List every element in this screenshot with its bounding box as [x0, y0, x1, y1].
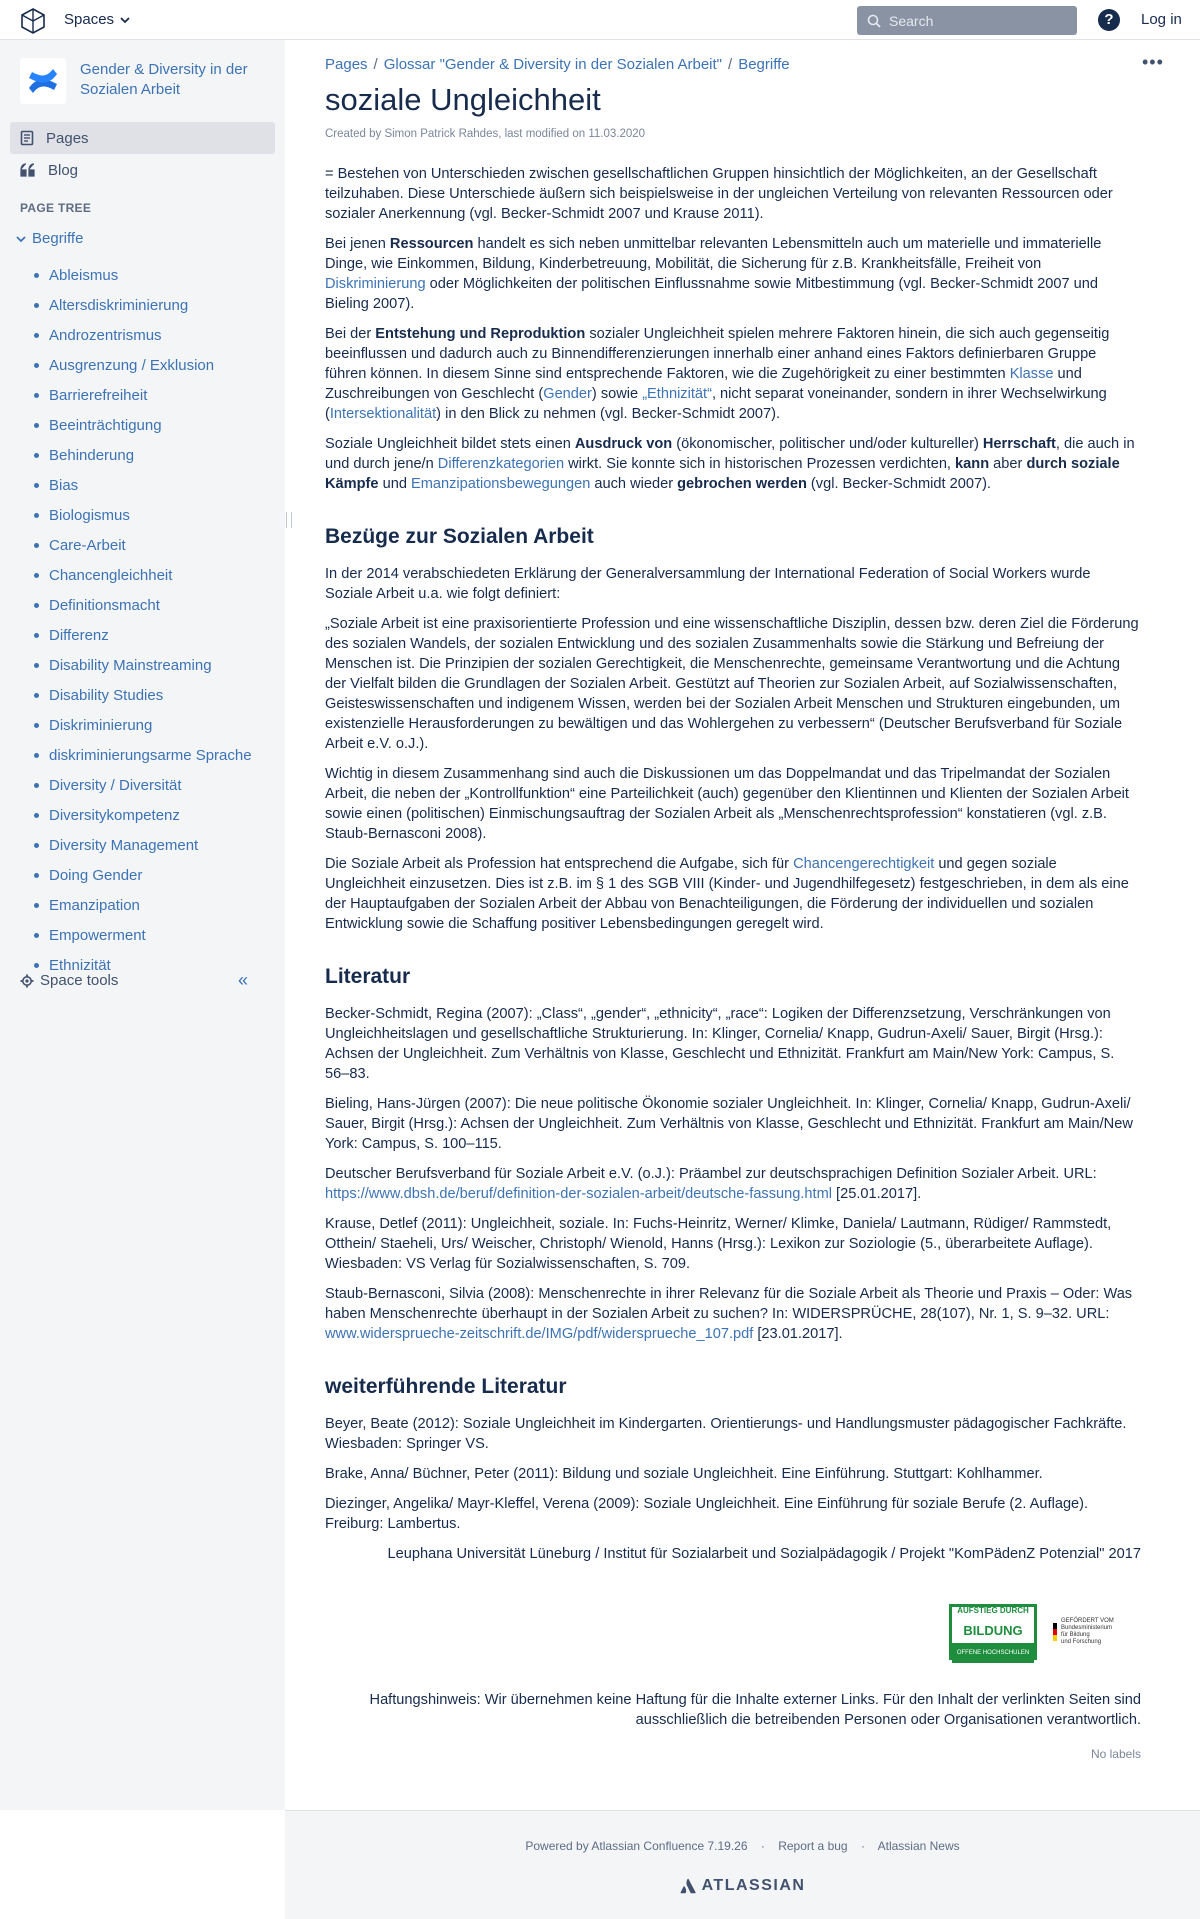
bullet-icon: [34, 723, 39, 728]
text: Bei jenen: [325, 236, 390, 252]
bold-text: kann: [955, 456, 990, 472]
bmbf-logo: [1053, 1604, 1141, 1660]
text: Soziale Ungleichheit bildet stets einen: [325, 436, 575, 452]
german-flag-icon: [1053, 1623, 1057, 1641]
bullet-icon: [34, 633, 39, 638]
paragraph: [325, 324, 1141, 424]
project-credit: Leuphana Universität Lüneburg / Institut für Sozialarbeit und Sozialpädagogik / Projekt "KomPädenZ Potenzial" 2017: [387, 1546, 1141, 1562]
bold-text: Ausdruck von: [574, 436, 673, 452]
link-gender[interactable]: Gender: [543, 386, 592, 402]
bullet-icon: [34, 603, 39, 608]
tree-item[interactable]: [34, 500, 252, 530]
paragraph: In der 2014 verabschiedeten Erklärung der Generalversammlung der International Federation of Social Workers wurde Soziale Arbeit u.a. wie folgt definiert:: [325, 566, 1091, 602]
reference-item: Bieling, Hans-Jürgen (2007): Die neue politische Ökonomie sozialer Ungleichheit. In: Klinger, Cornelia/ Knapp, Gudrun-Axeli/ Sauer, Birgit (Hrsg.): Achsen der Ungleichheit. Zum Verhältnis von Klasse, Geschlecht und Ethnizität. Frankfurt am Main/New York: Campus, S. 100–115.: [325, 1096, 1133, 1152]
logo-text: und Forschung: [1061, 1639, 1102, 1645]
atlassian-brand[interactable]: [285, 1877, 1200, 1895]
reference-item: Krause, Detlef (2011): Ungleichheit, soziale. In: Fuchs-Heinritz, Werner/ Klimke, Daniela/ Lautmann, Rüdiger/ Rammstedt, Otthein/ Staeheli, Urs/ Weischer, Christoph/ Wienold, Hanns (Hrsg.): Lexikon zur Soziologie (5., überarbeitete Auflage). Wiesbaden: VS Verlag für Sozialwissenschaften, S. 709.: [325, 1216, 1112, 1272]
more-actions-icon[interactable]: •••: [1142, 52, 1164, 72]
tree-item[interactable]: [34, 920, 252, 950]
chevron-down-icon: [120, 15, 130, 25]
tree-item-label: Altersdiskriminierung: [49, 296, 189, 314]
bullet-icon: [34, 903, 39, 908]
text: [23.01.2017].: [753, 1326, 843, 1342]
help-icon[interactable]: ?: [1098, 9, 1120, 31]
tree-item[interactable]: [34, 290, 252, 320]
spaces-menu[interactable]: [64, 11, 130, 28]
link-ethnizitaet[interactable]: „Ethnizität“: [642, 386, 712, 402]
atlassian-news-link[interactable]: Atlassian News: [877, 1839, 960, 1853]
footer-separator: ·: [760, 1839, 765, 1853]
tree-item-label: Differenz: [49, 626, 109, 644]
text: wirkt. Sie konnte sich in historischen Prozessen verdichten,: [564, 456, 956, 472]
search-input[interactable]: [889, 13, 1059, 29]
tree-item[interactable]: [34, 830, 252, 860]
tree-item-label: Disability Mainstreaming: [49, 656, 212, 674]
confluence-logo-icon: [26, 64, 60, 98]
bullet-icon: [34, 423, 39, 428]
tree-list: [34, 260, 252, 980]
bullet-icon: [34, 273, 39, 278]
bold-text: durch soziale Kämpfe: [325, 456, 1120, 492]
text: Staub-Bernasconi, Silvia (2008): Menschenrechte in ihrer Relevanz für die Soziale Arbeit als Theorie und Praxis – Oder: Was haben Menschenrechte überhaupt in der Sozialen Arbeit zu suchen? In: WIDERSPRÜCHE, 28(107), Nr. 1, S. 9–32. URL:: [325, 1286, 1133, 1322]
paragraph: [325, 434, 1141, 494]
paragraph: [325, 234, 1141, 314]
sidebar-item-pages[interactable]: [10, 122, 275, 154]
bullet-icon: [34, 933, 39, 938]
text: (vgl. Becker-Schmidt 2007).: [806, 476, 991, 492]
tree-item[interactable]: [34, 470, 252, 500]
reference-item: Brake, Anna/ Büchner, Peter (2011): Bildung und soziale Ungleichheit. Eine Einführung. Stuttgart: Kohlhammer.: [325, 1466, 1043, 1482]
text: auch wieder: [590, 476, 678, 492]
tree-item[interactable]: [34, 860, 252, 890]
tree-item-label: Chancengleichheit: [49, 566, 173, 584]
logo-text: AUFSTIEG DURCH: [957, 1606, 1029, 1615]
tree-item[interactable]: [34, 800, 252, 830]
breadcrumb: [325, 56, 790, 73]
bullet-icon: [34, 453, 39, 458]
tree-item-begriffe[interactable]: [16, 230, 83, 247]
text: , nicht separat voneinander, sondern in ihrer Wechselwirkung (: [325, 386, 1107, 422]
tree-item-label: Ethnizität: [49, 956, 111, 974]
text: (ökonomischer, politischer und/oder kultureller): [672, 436, 983, 452]
bullet-icon: [34, 543, 39, 548]
atlassian-logo-icon: [680, 1878, 696, 1894]
report-bug-link[interactable]: Report a bug: [778, 1839, 848, 1853]
bullet-icon: [34, 843, 39, 848]
breadcrumb-pages[interactable]: Pages: [325, 56, 368, 73]
text: ) in den Blick zu nehmen (vgl. Becker-Schmidt 2007).: [436, 406, 781, 422]
sidebar: [0, 40, 285, 1810]
text: Bei der: [325, 326, 376, 342]
logo-text: BILDUNG: [963, 1623, 1023, 1638]
reference-item: [325, 1284, 1141, 1344]
sidebar-resize-handle[interactable]: [286, 512, 292, 528]
link-klasse[interactable]: Klasse: [1009, 366, 1054, 382]
text: und Zuschreibungen von Geschlecht (: [325, 366, 1082, 402]
paragraph: = Bestehen von Unterschieden zwischen gesellschaftlichen Gruppen hinsichtlich der Möglichkeiten, an der Gesellschaft teilzuhaben. Diese Unterschiede äußern sich beispielsweise in der ungleichen Verteilung von relevanten Ressourcen oder sozialer Anerkennung (vgl. Becker-Schmidt 2007 und Krause 2011).: [325, 166, 1113, 222]
tree-item-label: Care-Arbeit: [49, 536, 126, 554]
spaces-label: Spaces: [64, 11, 115, 28]
link-chancengerechtigkeit[interactable]: Chancengerechtigkeit: [793, 856, 935, 872]
bold-text: Ressourcen: [389, 236, 474, 252]
reference-item: Beyer, Beate (2012): Soziale Ungleichheit im Kindergarten. Orientierungs- und Handlungsmuster pädagogischer Fachkräfte. Wiesbaden: Springer VS.: [325, 1416, 1127, 1452]
page-tree-title: PAGE TREE: [20, 201, 92, 215]
aufstieg-durch-bildung-logo: [949, 1604, 1037, 1660]
bold-text: gebrochen werden: [677, 476, 807, 492]
tree-item[interactable]: [34, 650, 252, 680]
text: [25.01.2017].: [832, 1186, 922, 1202]
space-tools-button[interactable]: [20, 972, 118, 989]
bullet-icon: [34, 693, 39, 698]
section-heading-bezuege: Bezüge zur Sozialen Arbeit: [325, 525, 594, 548]
tree-item-label: Bias: [49, 476, 79, 494]
tree-item-label: Diskriminierung: [49, 716, 153, 734]
logo-text: Bundesministerium: [1061, 1625, 1113, 1631]
tree-item-label: Barrierefreiheit: [49, 386, 148, 404]
sponsor-logos: [325, 1604, 1141, 1660]
search-icon: [867, 14, 881, 28]
tree-item-label: Diversitykompetenz: [49, 806, 180, 824]
bullet-icon: [34, 963, 39, 968]
tree-item-label: Beeinträchtigung: [49, 416, 162, 434]
atlassian-brand-label: ATLASSIAN: [701, 1877, 806, 1894]
tree-item[interactable]: [34, 890, 252, 920]
sidebar-item-blog[interactable]: [10, 154, 275, 186]
tree-item[interactable]: [34, 440, 252, 470]
search-box[interactable]: [857, 6, 1077, 35]
bullet-icon: [34, 303, 39, 308]
tree-item-label: diskriminierungsarme Sprache: [49, 746, 252, 764]
text: Die Soziale Arbeit als Profession hat entsprechend die Aufgabe, sich für: [325, 856, 794, 872]
tree-item-label: Ableismus: [49, 266, 119, 284]
powered-by-link[interactable]: Powered by Atlassian Confluence 7.19.26: [525, 1839, 748, 1853]
confluence-home-logo-icon[interactable]: [20, 8, 46, 34]
tree-item-label: Disability Studies: [49, 686, 164, 704]
text: ) sowie: [591, 386, 643, 402]
text: handelt es sich neben unmittelbar relevanten Lebensmitteln auch um materielle und immaterielle Dinge, wie Einkommen, Bildung, Kinderbetreuung, Mobilität, die Sicherung für z.B. Krankheitsfälle, Freiheit von: [325, 236, 1102, 272]
link-differenzkategorien[interactable]: Differenzkategorien: [437, 456, 565, 472]
collapse-sidebar-icon[interactable]: «: [238, 970, 249, 990]
tree-item-label: Empowerment: [49, 926, 146, 944]
bullet-icon: [34, 483, 39, 488]
bullet-icon: [34, 753, 39, 758]
tree-item-label: Ausgrenzung / Exklusion: [49, 356, 215, 374]
tree-item-label: Behinderung: [49, 446, 135, 464]
space-tools-label: Space tools: [40, 972, 119, 989]
space-name[interactable]: Gender & Diversity in der Sozialen Arbeit: [80, 61, 248, 98]
text: Deutscher Berufsverband für Soziale Arbeit e.V. (o.J.): Präambel zur deutschsprachigen Definition Sozialer Arbeit. URL:: [325, 1166, 1097, 1182]
section-heading-weiterfuehrende-literatur: weiterführende Literatur: [325, 1375, 567, 1398]
chevron-down-icon[interactable]: [16, 234, 26, 244]
text: sozialer Ungleichheit spielen mehrere Faktoren hinein, die sich auch gegenseitig beeinflussen und dadurch auch zu Binnendifferenzierungen innerhalb einer anhand eines Faktors definierbaren Gruppe führen können. In diesem Sinne sind entsprechende Faktoren, wie die Zugehörigkeit zu einer bestimmten: [325, 326, 1110, 382]
tree-item-label: Doing Gender: [49, 866, 143, 884]
tree-item[interactable]: [34, 380, 252, 410]
bullet-icon: [34, 663, 39, 668]
bullet-icon: [34, 393, 39, 398]
reference-item: Becker-Schmidt, Regina (2007): „Class“, „gender“, „ethnicity“, „race“: Logiken der Differenzsetzung, Verschränkungen von Ungleichheitslagen und gesellschaftliche Strukturierung. In: Klinger, Cornelia/ Knapp, Gudrun-Axeli/ Sauer, Birgit (Hrsg.): Achsen der Ungleichheit. Zum Verhältnis von Klasse, Geschlecht und Ethnizität. Frankfurt am Main/New York: Campus, S. 56–83.: [325, 1006, 1115, 1082]
space-logo[interactable]: [20, 58, 66, 104]
breadcrumb-separator: /: [373, 56, 378, 73]
tree-item-label: Definitionsmacht: [49, 596, 160, 614]
tree-item[interactable]: [34, 740, 252, 770]
reference-item: Diezinger, Angelika/ Mayr-Kleffel, Verena (2009): Soziale Ungleichheit. Eine Einführung für soziale Berufe (2. Auflage). Freiburg: Lambertus.: [325, 1496, 1089, 1532]
labels-section: No labels: [1090, 1747, 1141, 1761]
bullet-icon: [34, 573, 39, 578]
bold-text: Herrschaft: [982, 436, 1056, 452]
page-footer: [285, 1810, 1200, 1919]
page-title: soziale Ungleichheit: [325, 82, 601, 117]
breadcrumb-begriffe[interactable]: Begriffe: [738, 56, 790, 73]
text: und gegen soziale Ungleichheit einzusetzen. Dies ist z.B. im § 1 des SGB VIII (Kinder- und Jugendhilfegesetz) festgeschrieben, in dem als eine der Hauptaufgaben der Sozialen Arbeit der Abbau von Benachteiligungen, die Förderung der individuellen und sozialen Entwicklung sowie die Schaffung positiver Lebensbedingungen geregelt wird.: [325, 856, 1129, 932]
bullet-icon: [34, 783, 39, 788]
quote-icon: [20, 163, 36, 177]
tree-item[interactable]: [34, 710, 252, 740]
login-link[interactable]: Log in: [1141, 11, 1182, 28]
bullet-icon: [34, 333, 39, 338]
tree-item-label: Diversity / Diversität: [49, 776, 182, 794]
bullet-icon: [34, 363, 39, 368]
tree-item[interactable]: [34, 680, 252, 710]
logo-text: für Bildung: [1061, 1632, 1090, 1638]
text: aber: [989, 456, 1027, 472]
reference-item: [325, 1164, 1141, 1204]
breadcrumb-separator: /: [728, 56, 733, 73]
tree-item[interactable]: [34, 770, 252, 800]
link-diskriminierung[interactable]: Diskriminierung: [325, 276, 426, 292]
tree-item[interactable]: [34, 260, 252, 290]
tree-item[interactable]: [34, 410, 252, 440]
footer-links: [285, 1839, 1200, 1853]
section-heading-literatur: Literatur: [325, 965, 411, 988]
tree-item[interactable]: [34, 320, 252, 350]
tree-root-label: Begriffe: [32, 230, 84, 247]
page-body: [325, 164, 1141, 1764]
sidebar-item-label: Blog: [48, 161, 79, 179]
logo-text: OFFENE HOCHSCHULEN: [952, 1643, 1034, 1663]
tree-item[interactable]: [34, 530, 252, 560]
tree-item-label: Emanzipation: [49, 896, 140, 914]
link-intersektionalitaet[interactable]: Intersektionalität: [329, 406, 437, 422]
logo-text: GEFÖRDERT VOM: [1061, 1618, 1114, 1624]
space-header[interactable]: [20, 58, 270, 104]
bullet-icon: [34, 513, 39, 518]
text: oder Möglichkeiten der politischen Einflussnahme sowie Mitbestimmung (vgl. Becker-Schmidt 2007 und Bieling 2007).: [325, 276, 1099, 312]
bullet-icon: [34, 873, 39, 878]
paragraph: Wichtig in diesem Zusammenhang sind auch die Diskussionen um das Doppelmandat und das Tripelmandat der Sozialen Arbeit, die neben der „Kontrollfunktion“ eine Parteilichkeit (auch) gegenüber den Klientinnen und Klienten der Sozialen Arbeit sowie einen (politischen) Einmischungsauftrag der Sozialen Arbeit als „Menschenrechtsprofession“ konstatieren (vgl. z.B. Staub-Bernasconi 2008).: [325, 766, 1129, 842]
footer-separator: ·: [860, 1839, 865, 1853]
tree-item[interactable]: [34, 590, 252, 620]
bold-text: Entstehung und Reproduktion: [375, 326, 586, 342]
tree-item-label: Biologismus: [49, 506, 130, 524]
bullet-icon: [34, 813, 39, 818]
gear-icon: [20, 974, 34, 988]
pages-icon: [20, 130, 34, 146]
link-dbsh[interactable]: https://www.dbsh.de/beruf/definition-der-sozialen-arbeit/deutsche-fassung.html: [325, 1186, 832, 1202]
paragraph: [325, 854, 1141, 934]
tree-item[interactable]: [34, 620, 252, 650]
breadcrumb-glossar[interactable]: Glossar "Gender & Diversity in der Sozialen Arbeit": [383, 56, 723, 73]
tree-item-label: Androzentrismus: [49, 326, 162, 344]
liability-disclaimer: Haftungshinweis: Wir übernehmen keine Haftung für die Inhalte externer Links. Für den Inhalt der verlinkten Seiten sind ausschließlich die betreibenden Personen oder Organisationen verantwortlich.: [369, 1692, 1141, 1728]
sidebar-item-label: Pages: [46, 129, 89, 147]
page-tree: [0, 226, 285, 974]
paragraph: „Soziale Arbeit ist eine praxisorientierte Profession und eine wissenschaftliche Disziplin, dessen bzw. deren Ziel die Förderung des sozialen Wandels, der sozialen Entwicklung und des sozialen Zusammenhalts sowie die Stärkung und Befreiung der Menschen ist. Die Prinzipien der sozialen Gerechtigkeit, die Menschenrechte, gemeinsame Verantwortung und die Achtung der Vielfalt bilden die Grundlagen der Sozialen Arbeit. Gestützt auf Theorien zur Sozialen Arbeit, auf Sozialwissenschaften, Geisteswissenschaften und indigenem Wissen, werden bei der Sozialen Arbeit Menschen und Strukturen eingebunden, um existenzielle Herausforderungen zu bewältigen und das Wohlergehen zu verbessern“ (Deutscher Berufsverband für Soziale Arbeit e.V. o.J.).: [325, 616, 1139, 752]
link-widersprueche[interactable]: www.widersprueche-zeitschrift.de/IMG/pdf/widersprueche_107.pdf: [325, 1326, 754, 1342]
link-emanzipationsbewegungen[interactable]: Emanzipationsbewegungen: [411, 476, 591, 492]
tree-item-label: Diversity Management: [49, 836, 199, 854]
text: und: [378, 476, 411, 492]
bmbf-logo-text: [1061, 1618, 1114, 1646]
text: , die auch in und durch jene/n: [325, 436, 1135, 472]
tree-item[interactable]: [34, 350, 252, 380]
top-navigation-bar: [0, 0, 1200, 40]
tree-item[interactable]: [34, 560, 252, 590]
page-byline: Created by Simon Patrick Rahdes, last modified on 11.03.2020: [325, 128, 646, 140]
